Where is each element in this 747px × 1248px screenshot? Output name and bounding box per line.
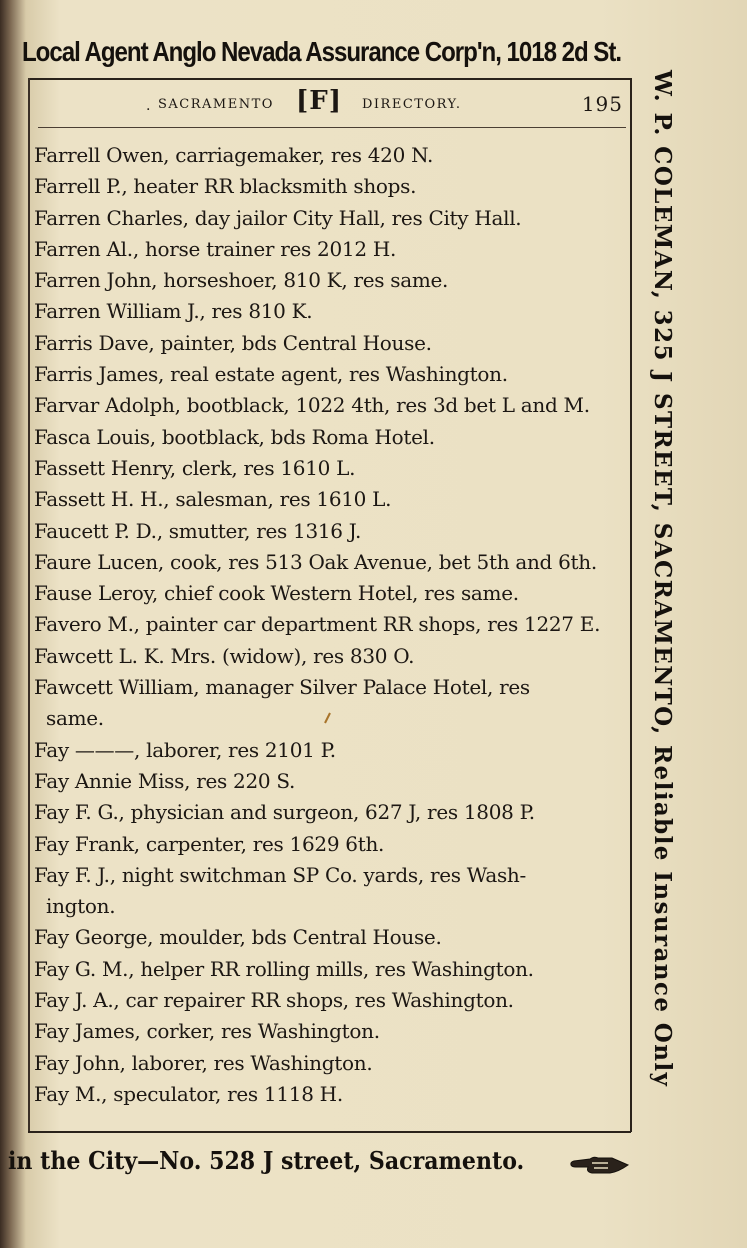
directory-entry: Fay John, laborer, res Washington.: [34, 1050, 373, 1075]
directory-entry: Fassett Henry, clerk, res 1610 L.: [34, 455, 356, 480]
header-directory: DIRECTORY.: [362, 97, 462, 112]
directory-entry: Fasca Louis, bootblack, bds Roma Hotel.: [34, 424, 435, 449]
header-rule: [38, 127, 626, 128]
directory-entry: Fay F. G., physician and surgeon, 627 J, res 1808 P.: [34, 800, 535, 825]
directory-entry: Farrell P., heater RR blacksmith shops.: [34, 174, 417, 199]
running-header: [40, 88, 625, 122]
directory-entry: Fay M., speculator, res 1118 H.: [34, 1081, 343, 1106]
directory-entry: Fay Annie Miss, res 220 S.: [34, 768, 296, 793]
frame-left-rule: [28, 78, 30, 1132]
directory-entry: Fay George, moulder, bds Central House.: [34, 925, 442, 950]
directory-entry: Fay James, corker, res Washington.: [34, 1019, 380, 1044]
directory-entry: Fawcett L. K. Mrs. (widow), res 830 O.: [34, 643, 415, 668]
directory-entry: Fay Frank, carpenter, res 1629 6th.: [34, 831, 385, 856]
frame-bottom-rule: [28, 1131, 631, 1133]
directory-entry: Farris Dave, painter, bds Central House.: [34, 330, 432, 355]
frame-top-rule: [28, 78, 631, 80]
directory-entry: Favero M., painter car department RR shops, res 1227 E.: [34, 612, 601, 637]
directory-entry: Farren William J., res 810 K.: [34, 299, 313, 324]
bottom-advertisement: in the City—No. 528 J street, Sacramento.: [8, 1146, 525, 1175]
header-letter: [F]: [296, 86, 343, 116]
directory-entry: Fay F. J., night switchman SP Co. yards, res Wash- ington.: [34, 860, 626, 923]
frame-right-rule: [630, 78, 632, 1132]
directory-entry: Fay J. A., car repairer RR shops, res Washington.: [34, 988, 514, 1013]
directory-entry: Fay ———, laborer, res 2101 P.: [34, 737, 336, 762]
directory-entries: [34, 140, 626, 1110]
header-city: SACRAMENTO: [158, 97, 274, 112]
directory-entry: Farvar Adolph, bootblack, 1022 4th, res 3d bet L and M.: [34, 393, 590, 418]
directory-entry: Faucett P. D., smutter, res 1316 J.: [34, 518, 362, 543]
pointing-hand-icon: [568, 1152, 630, 1178]
directory-entry: Farren John, horseshoer, 810 K, res same.: [34, 268, 449, 293]
directory-entry: Farrell Owen, carriagemaker, res 420 N.: [34, 143, 434, 167]
directory-entry: Fay G. M., helper RR rolling mills, res Washington.: [34, 956, 534, 981]
directory-entry: Fassett H. H., salesman, res 1610 L.: [34, 487, 392, 512]
directory-entry: Farris James, real estate agent, res Washington.: [34, 362, 508, 387]
directory-entry: Farren Al., horse trainer res 2012 H.: [34, 236, 397, 261]
entry-continuation: ington.: [46, 894, 116, 919]
directory-entry: Fause Leroy, chief cook Western Hotel, res same.: [34, 581, 519, 606]
page-number: 195: [581, 92, 623, 116]
directory-entry: Fawcett William, manager Silver Palace Hotel, res same.: [34, 672, 626, 735]
header-dot: .: [146, 98, 151, 114]
entry-continuation: same.: [46, 706, 104, 731]
side-advertisement: W. P. COLEMAN, 325 J STREET, SACRAMENTO, Reliable Insurance Only: [649, 70, 676, 1088]
ink-mark: [322, 712, 332, 724]
top-advertisement: Local Agent Anglo Nevada Assurance Corp'n, 1018 2d St.: [22, 36, 621, 67]
directory-entry: Farren Charles, day jailor City Hall, res City Hall.: [34, 205, 522, 230]
directory-entry: Faure Lucen, cook, res 513 Oak Avenue, bet 5th and 6th.: [34, 549, 597, 574]
